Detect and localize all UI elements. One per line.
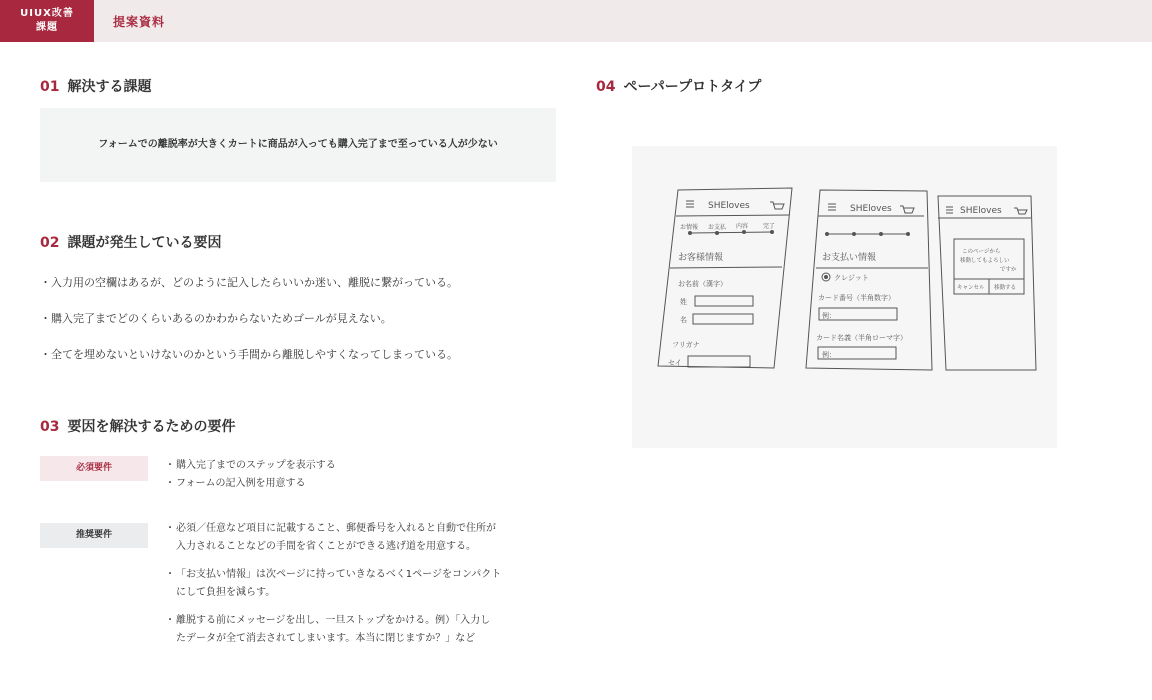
requirement-text-cont: にして負担を減らす。 (176, 587, 276, 598)
requirement-text: 「お支払い情報」は次ページに持っていきなるべく1ページをコンパクト (176, 569, 502, 580)
sketch-step: お支払 (708, 224, 727, 231)
hamburger-icon (946, 207, 953, 213)
requirement-text: 購入完了までのステップを表示する (176, 460, 336, 471)
sketch-label: クレジット (834, 274, 869, 282)
sketch-dialog-text: ですか (1000, 267, 1017, 273)
requirement-text-cont: たデータが全て消去されてしまいます。本当に閉じますか？」など (176, 633, 476, 644)
badge-line-1: UIUX改善 (20, 8, 74, 19)
requirement-text: 離脱する前にメッセージを出し、一旦ストップをかける。例）「入力し (176, 615, 491, 626)
paper-prototype-photo (632, 146, 1057, 448)
issue-box: フォームでの離脱率が大きくカートに商品が入っても購入完了まで至っている人が少ない (40, 108, 556, 182)
sketch-dialog-text: 移動してもよろしい (960, 258, 1010, 264)
sketch-heading: お支払い情報 (822, 253, 877, 263)
requirement-item: ・離脱する前にメッセージを出し、一旦ストップをかける。例）「入力し たデータが全て消去されてしまいます。本当に閉じますか？」など (165, 612, 490, 648)
section-04-heading (596, 76, 761, 96)
section-title: 要因を解決するための要件 (67, 419, 236, 435)
requirement-text-cont: 入力されることなどの手間を省くことができる逃げ道を用意する。 (176, 541, 476, 552)
sketch-label: お名前（漢字） (678, 280, 727, 288)
sketch-brand: SHEloves (850, 204, 892, 214)
document-title: 提案資料 (113, 15, 166, 29)
sketch-label: カード名義（半角ローマ字） (816, 334, 907, 342)
cart-icon (900, 206, 914, 213)
section-title: 解決する課題 (67, 79, 152, 95)
badge-line-2: 課題 (36, 22, 58, 33)
section-01-heading (40, 76, 151, 96)
sketch-label: 名 (680, 316, 687, 324)
section-title: ペーパープロトタイプ (623, 79, 762, 95)
recommended-requirements-label: 推奨要件 (40, 523, 148, 548)
sketch-label: セイ (668, 359, 682, 367)
section-02-heading (40, 232, 221, 252)
requirement-text: 必須／任意など項目に記載すること、郵便番号を入れると自動で住所が (176, 523, 496, 534)
requirement-item: ・購入完了までのステップを表示する (165, 460, 336, 471)
top-bar (0, 0, 1152, 42)
sketch-dialog-move: 移動する (994, 285, 1017, 291)
category-badge (0, 0, 94, 42)
hamburger-icon (828, 204, 836, 210)
cause-item: ・入力用の空欄はあるが、どのように記入したらいいか迷い、離脱に繋がっている。 (40, 276, 458, 289)
sketch-brand: SHEloves (960, 206, 1002, 216)
sketch-brand: SHEloves (708, 201, 750, 211)
sketch-step: 内容 (736, 223, 749, 230)
paper-prototype-sketch (632, 146, 1057, 448)
section-number: 04 (596, 79, 616, 95)
sketch-heading: お客様情報 (678, 253, 724, 263)
sketch-step: 完了 (763, 223, 776, 230)
hamburger-icon (686, 201, 694, 207)
cause-item: ・購入完了までどのくらいあるのかわからないためゴールが見えない。 (40, 312, 392, 325)
must-requirements-label: 必須要件 (40, 456, 148, 481)
cart-icon (1014, 208, 1027, 214)
sketch-label: 例： (822, 312, 836, 320)
cart-icon (770, 202, 784, 209)
cause-item: ・全てを埋めないといけないのかという手間から離脱しやすくなってしまっている。 (40, 348, 458, 361)
section-number: 01 (40, 79, 60, 95)
requirement-text: フォームの記入例を用意する (176, 478, 306, 489)
section-number: 03 (40, 419, 60, 435)
sketch-label: 例： (822, 351, 836, 359)
sketch-dialog-text: このページから (962, 249, 1001, 255)
sketch-label: 姓 (680, 298, 687, 306)
section-number: 02 (40, 235, 60, 251)
requirement-item: ・「お支払い情報」は次ページに持っていきなるべく1ページをコンパクト にして負担を減らす。 (165, 566, 501, 602)
sketch-dialog-cancel: キャンセル (957, 285, 985, 291)
sketch-label: フリガナ (672, 341, 700, 349)
section-03-heading (40, 416, 235, 436)
sketch-step: お情報 (680, 224, 699, 231)
sketch-label: カード番号（半角数字） (818, 294, 895, 302)
requirement-item: ・フォームの記入例を用意する (165, 478, 306, 489)
section-title: 課題が発生している要因 (67, 235, 222, 251)
requirement-item: ・必須／任意など項目に記載すること、郵便番号を入れると自動で住所が 入力されることなどの手間を省くことができる逃げ道を用意する。 (165, 520, 496, 556)
